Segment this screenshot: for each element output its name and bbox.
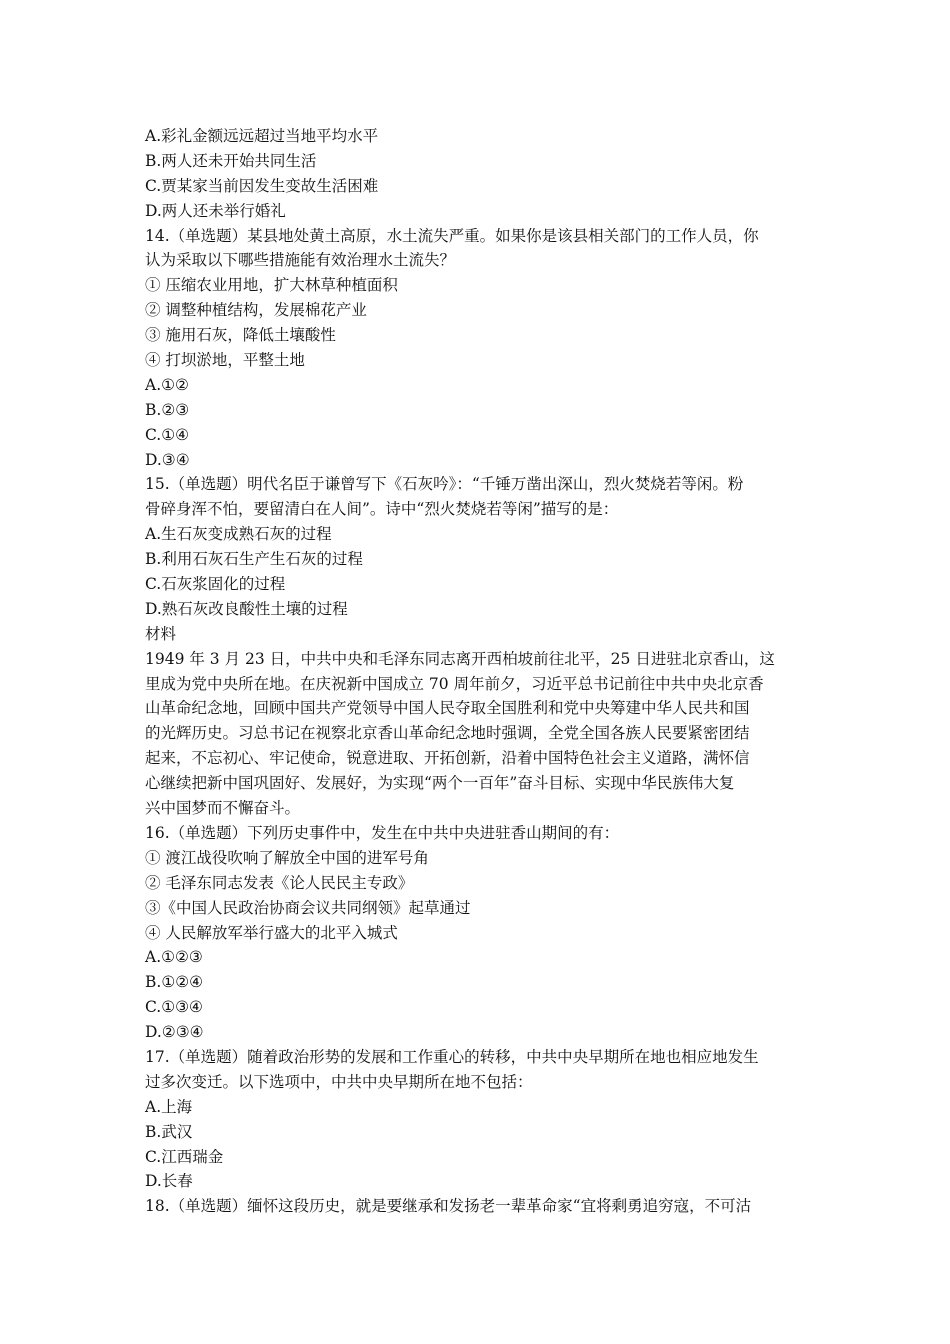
exam-page (145, 124, 813, 1219)
statement-item: ④ 人民解放军举行盛大的北平入城式 (145, 923, 398, 942)
option-b: B.两人还未开始共同生活 (145, 151, 317, 170)
material-section (145, 622, 813, 821)
option-c: C.贾某家当前因发生变故生活困难 (145, 176, 379, 195)
question-17 (145, 1045, 813, 1194)
option-c: C.①④ (145, 425, 190, 444)
option-c: C.石灰浆固化的过程 (145, 575, 286, 594)
material-text-line: 山革命纪念地，回顾中国共产党领导中国人民夺取全国胜利和党中央筹建中华人民共和国 (145, 699, 750, 718)
option-a: A.生石灰变成熟石灰的过程 (145, 525, 332, 544)
material-heading: 材料 (145, 624, 177, 643)
option-b: B.武汉 (145, 1122, 193, 1141)
material-text-line: 心继续把新中国巩固好、发展好，为实现“两个一百年”奋斗目标、实现中华民族伟大复 (145, 774, 735, 793)
material-text-line: 的光辉历史。习总书记在视察北京香山革命纪念地时强调，全党全国各族人民要紧密团结 (145, 724, 750, 743)
statement-item: ② 调整种植结构，发展棉花产业 (145, 301, 367, 320)
question-stem-line: 15.（单选题）明代名臣于谦曾写下《石灰吟》：“千锤万凿出深山，烈火焚烧若等闲。粉 (145, 475, 744, 494)
question-14 (145, 224, 813, 473)
option-b: B.利用石灰石生产生石灰的过程 (145, 550, 363, 569)
statement-item: ② 毛泽东同志发表《论人民民主专政》 (145, 873, 414, 892)
material-text-line: 1949 年 3 月 23 日，中共中央和毛泽东同志离开西柏坡前往北平，25 日进驻北京香山，这 (145, 649, 775, 668)
material-text-line: 兴中国梦而不懈奋斗。 (145, 799, 301, 818)
statement-item: ③ 施用石灰，降低土壤酸性 (145, 326, 336, 345)
statement-item: ③《中国人民政治协商会议共同纲领》起草通过 (145, 898, 471, 917)
option-d: D.③④ (145, 450, 190, 469)
question-stem-line: 过多次变迁。以下选项中，中共中央早期所在地不包括： (145, 1072, 533, 1091)
question-stem-line: 认为采取以下哪些措施能有效治理水土流失？ (145, 251, 456, 270)
question-stem-line: 18.（单选题）缅怀这段历史，就是要继承和发扬老一辈革命家“宜将剩勇追穷寇，不可沽 (145, 1197, 752, 1216)
statement-item: ① 压缩农业用地，扩大林草种植面积 (145, 276, 398, 295)
option-b: B.②③ (145, 400, 190, 419)
option-d: D.两人还未举行婚礼 (145, 201, 286, 220)
question-15 (145, 472, 813, 621)
question-stem-line: 16.（单选题）下列历史事件中，发生在中共中央进驻香山期间的有： (145, 823, 620, 842)
option-d: D.②③④ (145, 1023, 204, 1042)
statement-item: ① 渡江战役吹响了解放全中国的进军号角 (145, 848, 429, 867)
option-d: D.长春 (145, 1172, 193, 1191)
option-d: D.熟石灰改良酸性土壤的过程 (145, 599, 348, 618)
material-text-line: 里成为党中央所在地。在庆祝新中国成立 70 周年前夕，习近平总书记前往中共中央北京香 (145, 674, 764, 693)
question-18 (145, 1194, 813, 1219)
option-a: A.彩礼金额远远超过当地平均水平 (145, 127, 379, 145)
question-stem-line: 骨碎身浑不怕，要留清白在人间”。诗中“烈火焚烧若等闲”描写的是： (145, 500, 619, 519)
option-a: A.①②③ (145, 948, 203, 967)
question-13-options (145, 124, 813, 224)
option-a: A.上海 (145, 1097, 193, 1116)
option-c: C.①③④ (145, 998, 203, 1017)
option-c: C.江西瑞金 (145, 1147, 224, 1166)
question-stem-line: 14.（单选题）某县地处黄土高原，水土流失严重。如果你是该县相关部门的工作人员，你 (145, 226, 759, 245)
option-b: B.①②④ (145, 973, 204, 992)
question-stem-line: 17.（单选题）随着政治形势的发展和工作重心的转移，中共中央早期所在地也相应地发生 (145, 1047, 759, 1066)
option-a: A.①② (145, 375, 189, 394)
material-text-line: 起来，不忘初心、牢记使命，锐意进取、开拓创新，沿着中国特色社会主义道路，满怀信 (145, 749, 750, 768)
statement-item: ④ 打坝淤地，平整土地 (145, 351, 305, 370)
question-16 (145, 821, 813, 1045)
